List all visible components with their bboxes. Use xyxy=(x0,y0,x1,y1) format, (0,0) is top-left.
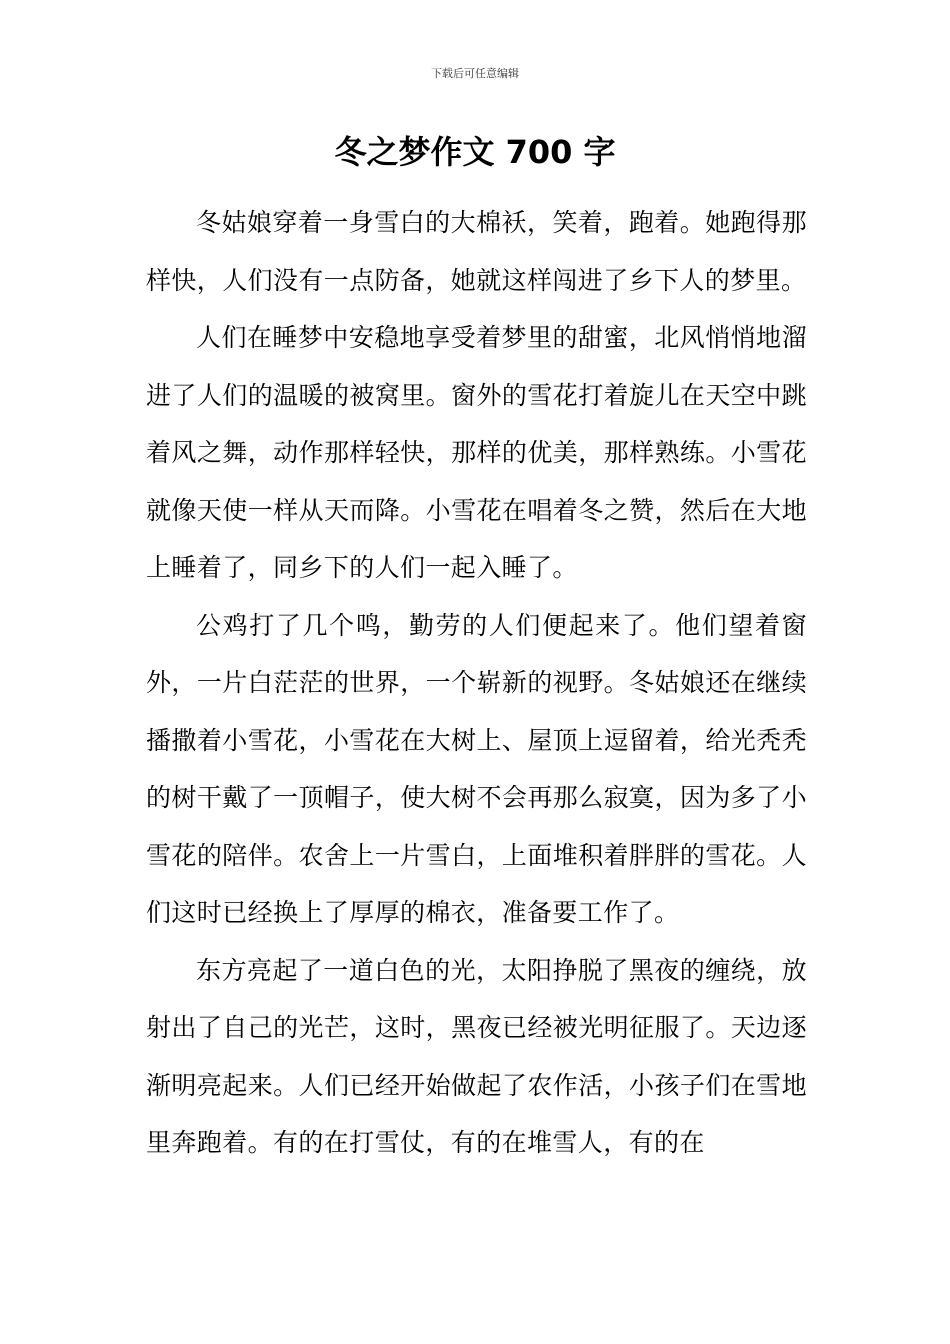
paragraph-4: 东方亮起了一道白色的光，太阳挣脱了黑夜的缠绕，放射出了自己的光芒，这时，黑夜已经被光明征服了。天边逐渐明亮起来。人们已经开始做起了农作活，小孩子们在雪地里奔跑着。有的在打雪仗，有的在堆雪人，有的在 xyxy=(146,955,807,1157)
header-note: 下载后可任意编辑 xyxy=(431,67,519,80)
paragraph-1: 冬姑娘穿着一身雪白的大棉袄，笑着，跑着。她跑得那样快，人们没有一点防备，她就这样闯进了乡下人的梦里。 xyxy=(146,208,807,295)
paragraph-3: 公鸡打了几个鸣，勤劳的人们便起来了。他们望着窗外，一片白茫茫的世界，一个崭新的视野。冬姑娘还在继续播撒着小雪花，小雪花在大树上、屋顶上逗留着，给光秃秃的树干戴了一顶帽子，使大树不会再那么寂寞，因为多了小雪花的陪伴。农舍上一片雪白，上面堆积着胖胖的雪花。人们这时已经换上了厚厚的棉衣，准备要工作了。 xyxy=(146,610,807,927)
paragraph-2: 人们在睡梦中安稳地享受着梦里的甜蜜，北风悄悄地溜进了人们的温暖的被窝里。窗外的雪花打着旋儿在天空中跳着风之舞，动作那样轻快，那样的优美，那样熟练。小雪花就像天使一样从天而降。小雪花在唱着冬之赞，然后在大地上睡着了，同乡下的人们一起入睡了。 xyxy=(146,323,807,582)
document-body xyxy=(146,194,807,1172)
document-title: 冬之梦作文 700 字 xyxy=(334,133,616,171)
